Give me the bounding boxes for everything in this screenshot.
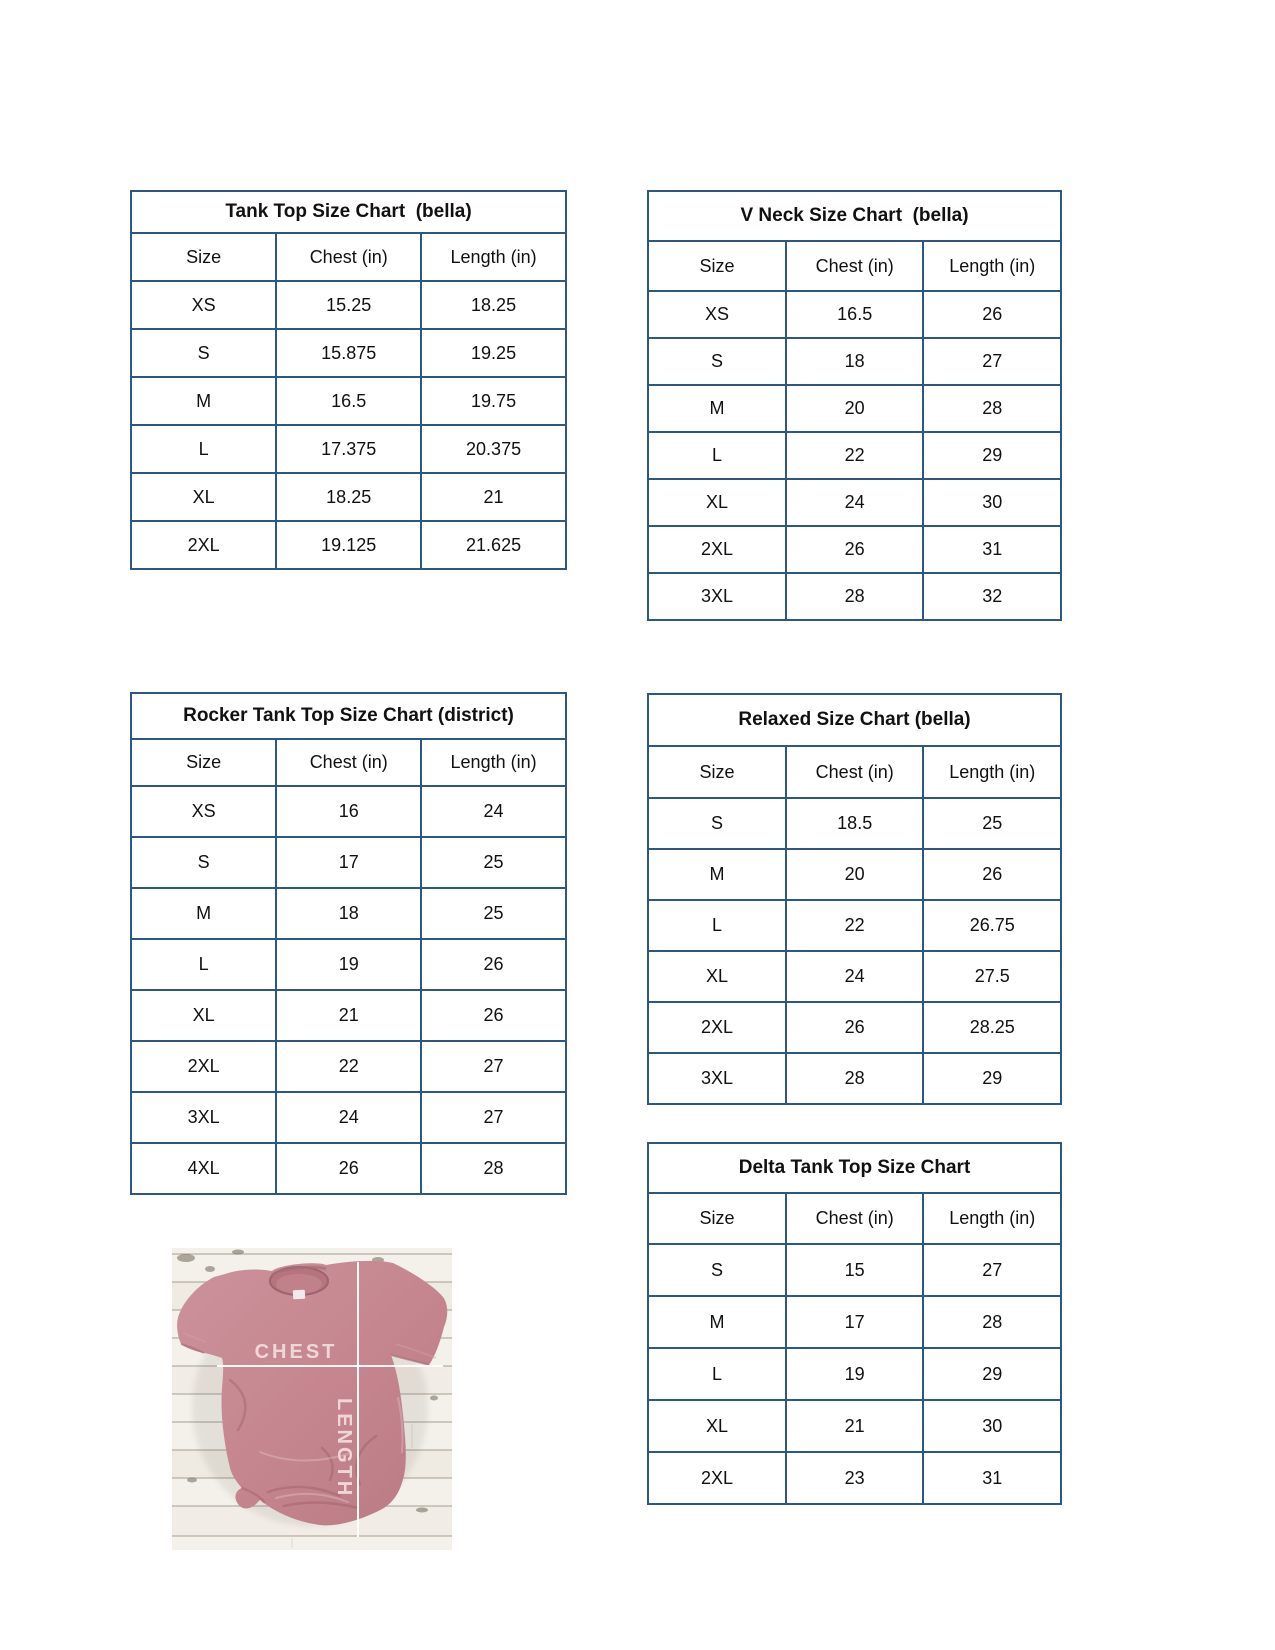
table-cell: 18 bbox=[276, 888, 421, 939]
column-header-size: Size bbox=[131, 233, 276, 281]
table-row bbox=[648, 798, 1061, 849]
table-cell: 2XL bbox=[648, 1002, 786, 1053]
column-header-size: Size bbox=[131, 739, 276, 786]
table-row bbox=[131, 1041, 566, 1092]
table-cell: XL bbox=[131, 473, 276, 521]
table-cell: 27.5 bbox=[923, 951, 1061, 1002]
table-cell: XS bbox=[131, 281, 276, 329]
table-cell: M bbox=[131, 888, 276, 939]
table-cell: 20 bbox=[786, 385, 924, 432]
table-cell: 21 bbox=[786, 1400, 924, 1452]
table-cell: XL bbox=[648, 1400, 786, 1452]
tshirt-measurement-photo bbox=[172, 1248, 452, 1550]
table-cell: 19 bbox=[276, 939, 421, 990]
table-cell: 21 bbox=[421, 473, 566, 521]
table-cell: 28 bbox=[786, 573, 924, 620]
table-row bbox=[131, 1143, 566, 1194]
column-header-size: Size bbox=[648, 1193, 786, 1244]
table-cell: 31 bbox=[923, 1452, 1061, 1504]
table-cell: 17 bbox=[276, 837, 421, 888]
table-cell: L bbox=[648, 432, 786, 479]
chest-label: CHEST bbox=[254, 1341, 338, 1363]
table-cell: 24 bbox=[786, 951, 924, 1002]
table-cell: L bbox=[648, 1348, 786, 1400]
table-cell: 19.125 bbox=[276, 521, 421, 569]
table-cell: 28.25 bbox=[923, 1002, 1061, 1053]
table-cell: 26 bbox=[923, 849, 1061, 900]
column-header-size: Size bbox=[648, 241, 786, 291]
table-cell: 27 bbox=[421, 1092, 566, 1143]
table-cell: 2XL bbox=[648, 526, 786, 573]
table-cell: 26 bbox=[786, 1002, 924, 1053]
table-row bbox=[648, 1244, 1061, 1296]
column-header-length: Length (in) bbox=[421, 233, 566, 281]
table-cell: M bbox=[648, 1296, 786, 1348]
table-row bbox=[648, 849, 1061, 900]
table-cell: 24 bbox=[421, 786, 566, 837]
table-cell: 28 bbox=[923, 385, 1061, 432]
table-cell: XL bbox=[648, 479, 786, 526]
table-row bbox=[648, 900, 1061, 951]
column-header-chest: Chest (in) bbox=[786, 241, 924, 291]
table-title: Rocker Tank Top Size Chart (district) bbox=[131, 693, 566, 739]
table-cell: 32 bbox=[923, 573, 1061, 620]
table-cell: 15.875 bbox=[276, 329, 421, 377]
table-cell: 27 bbox=[923, 338, 1061, 385]
table-cell: 20 bbox=[786, 849, 924, 900]
column-header-chest: Chest (in) bbox=[786, 1193, 924, 1244]
table-cell: 16.5 bbox=[276, 377, 421, 425]
rocker-tank-top-size-chart-table bbox=[130, 692, 567, 1195]
table-cell: 28 bbox=[923, 1296, 1061, 1348]
neck-tag bbox=[293, 1290, 305, 1300]
table-row bbox=[648, 1452, 1061, 1504]
relaxed-size-chart-table bbox=[647, 693, 1062, 1105]
table-cell: 18.25 bbox=[276, 473, 421, 521]
table-row bbox=[131, 329, 566, 377]
table-cell: 27 bbox=[923, 1244, 1061, 1296]
table-row bbox=[648, 951, 1061, 1002]
table-cell: 19.75 bbox=[421, 377, 566, 425]
table-row bbox=[131, 990, 566, 1041]
table-cell: 22 bbox=[276, 1041, 421, 1092]
table-row bbox=[648, 526, 1061, 573]
table-cell: 4XL bbox=[131, 1143, 276, 1194]
tshirt-photo-svg bbox=[172, 1248, 452, 1550]
column-header-length: Length (in) bbox=[923, 241, 1061, 291]
table-cell: 3XL bbox=[131, 1092, 276, 1143]
column-header-length: Length (in) bbox=[421, 739, 566, 786]
delta-tank-top-size-chart-table bbox=[647, 1142, 1062, 1505]
table-cell: 23 bbox=[786, 1452, 924, 1504]
table-cell: 25 bbox=[421, 888, 566, 939]
table-cell: 19.25 bbox=[421, 329, 566, 377]
table-cell: 29 bbox=[923, 1348, 1061, 1400]
table-cell: 18.25 bbox=[421, 281, 566, 329]
table-row bbox=[131, 888, 566, 939]
table-row bbox=[131, 521, 566, 569]
table-cell: 26 bbox=[276, 1143, 421, 1194]
table-row bbox=[648, 291, 1061, 338]
table-cell: 2XL bbox=[648, 1452, 786, 1504]
table-row bbox=[648, 573, 1061, 620]
tank-top-size-chart-table bbox=[130, 190, 567, 570]
table-cell: 30 bbox=[923, 1400, 1061, 1452]
column-header-length: Length (in) bbox=[923, 1193, 1061, 1244]
table-cell: S bbox=[131, 837, 276, 888]
table-cell: 15.25 bbox=[276, 281, 421, 329]
table-cell: XS bbox=[131, 786, 276, 837]
table-cell: S bbox=[648, 1244, 786, 1296]
table-cell: XL bbox=[131, 990, 276, 1041]
table-row bbox=[131, 473, 566, 521]
table-cell: 2XL bbox=[131, 1041, 276, 1092]
table-row bbox=[648, 1053, 1061, 1104]
table-cell: L bbox=[648, 900, 786, 951]
length-label: LENGTH bbox=[333, 1398, 355, 1499]
table-cell: 26 bbox=[923, 291, 1061, 338]
table-cell: 19 bbox=[786, 1348, 924, 1400]
table-cell: 18.5 bbox=[786, 798, 924, 849]
table-cell: 28 bbox=[421, 1143, 566, 1194]
table-cell: XS bbox=[648, 291, 786, 338]
table-cell: 16.5 bbox=[786, 291, 924, 338]
table-cell: 29 bbox=[923, 1053, 1061, 1104]
table-cell: 24 bbox=[276, 1092, 421, 1143]
table-cell: 18 bbox=[786, 338, 924, 385]
table-cell: 21 bbox=[276, 990, 421, 1041]
table-row bbox=[131, 837, 566, 888]
table-row bbox=[131, 786, 566, 837]
table-cell: 2XL bbox=[131, 521, 276, 569]
table-cell: 28 bbox=[786, 1053, 924, 1104]
table-row bbox=[648, 1348, 1061, 1400]
table-cell: 30 bbox=[923, 479, 1061, 526]
table-cell: M bbox=[648, 849, 786, 900]
table-cell: 20.375 bbox=[421, 425, 566, 473]
table-cell: 17.375 bbox=[276, 425, 421, 473]
table-cell: 21.625 bbox=[421, 521, 566, 569]
table-cell: 15 bbox=[786, 1244, 924, 1296]
table-row bbox=[131, 939, 566, 990]
table-cell: M bbox=[131, 377, 276, 425]
table-title: V Neck Size Chart (bella) bbox=[648, 191, 1061, 241]
table-cell: 29 bbox=[923, 432, 1061, 479]
v-neck-size-chart-table bbox=[647, 190, 1062, 621]
column-header-length: Length (in) bbox=[923, 746, 1061, 798]
table-cell: S bbox=[648, 798, 786, 849]
table-row bbox=[131, 1092, 566, 1143]
table-title: Relaxed Size Chart (bella) bbox=[648, 694, 1061, 746]
table-cell: M bbox=[648, 385, 786, 432]
table-cell: 22 bbox=[786, 432, 924, 479]
table-cell: XL bbox=[648, 951, 786, 1002]
table-row bbox=[131, 425, 566, 473]
table-cell: 26.75 bbox=[923, 900, 1061, 951]
table-row bbox=[648, 1400, 1061, 1452]
table-cell: 3XL bbox=[648, 1053, 786, 1104]
column-header-chest: Chest (in) bbox=[276, 233, 421, 281]
table-cell: 26 bbox=[786, 526, 924, 573]
table-cell: 24 bbox=[786, 479, 924, 526]
table-row bbox=[131, 281, 566, 329]
table-row bbox=[648, 1296, 1061, 1348]
table-title: Tank Top Size Chart (bella) bbox=[131, 191, 566, 233]
table-row bbox=[648, 432, 1061, 479]
column-header-chest: Chest (in) bbox=[276, 739, 421, 786]
table-cell: 3XL bbox=[648, 573, 786, 620]
table-cell: 25 bbox=[421, 837, 566, 888]
table-cell: S bbox=[131, 329, 276, 377]
table-title: Delta Tank Top Size Chart bbox=[648, 1143, 1061, 1193]
table-cell: 25 bbox=[923, 798, 1061, 849]
table-row bbox=[648, 385, 1061, 432]
table-row bbox=[648, 479, 1061, 526]
table-cell: 17 bbox=[786, 1296, 924, 1348]
table-row bbox=[131, 377, 566, 425]
table-cell: 26 bbox=[421, 990, 566, 1041]
column-header-chest: Chest (in) bbox=[786, 746, 924, 798]
table-cell: 26 bbox=[421, 939, 566, 990]
table-cell: S bbox=[648, 338, 786, 385]
table-cell: 31 bbox=[923, 526, 1061, 573]
table-row bbox=[648, 1002, 1061, 1053]
table-cell: 22 bbox=[786, 900, 924, 951]
table-cell: 16 bbox=[276, 786, 421, 837]
column-header-size: Size bbox=[648, 746, 786, 798]
table-row bbox=[648, 338, 1061, 385]
table-cell: 27 bbox=[421, 1041, 566, 1092]
table-cell: L bbox=[131, 939, 276, 990]
table-cell: L bbox=[131, 425, 276, 473]
